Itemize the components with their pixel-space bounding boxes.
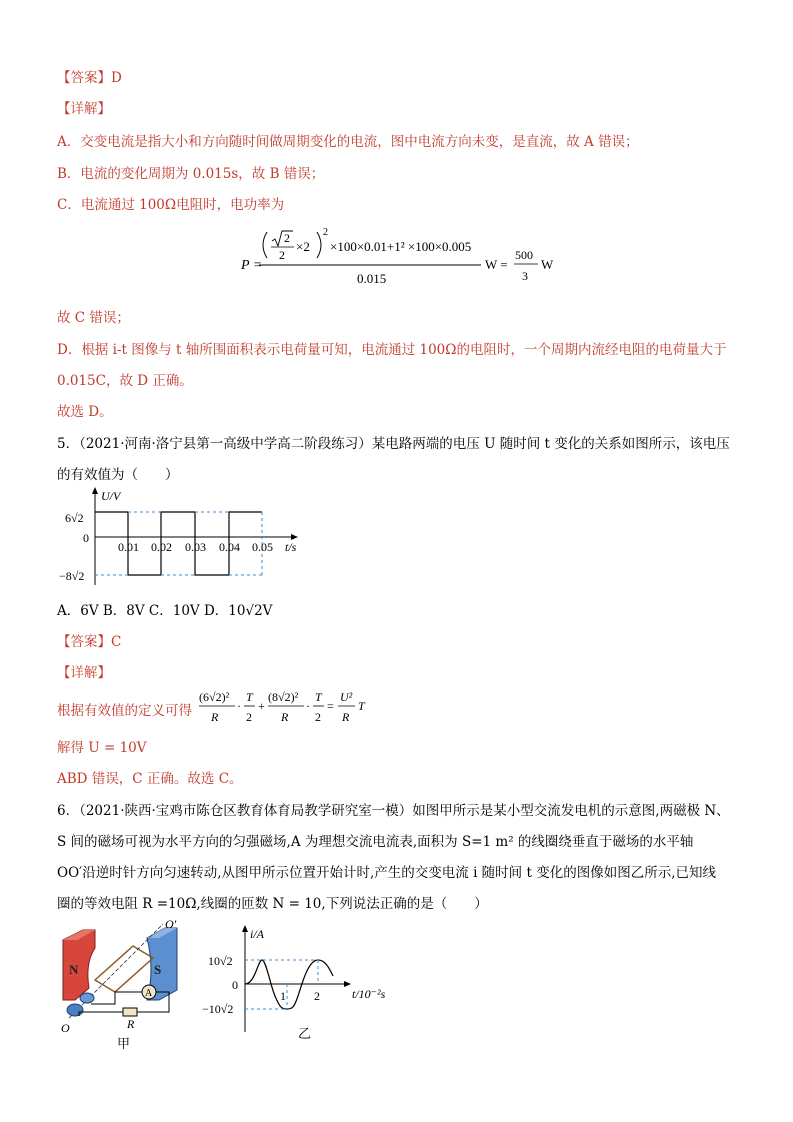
sqrt2-digit: 2 <box>284 231 290 245</box>
origin-label-i: 0 <box>232 978 238 992</box>
svg-text:=: = <box>327 699 334 713</box>
answer-value: D <box>111 70 122 86</box>
q6-stem-line2: S 间的磁场可视为水平方向的匀强磁场,A 为理想交流电流表,面积为 S=1 m² 的线圈绕垂直于磁场的水平轴 <box>57 834 694 850</box>
q5-explain-label: 【详解】 <box>57 665 111 681</box>
answer-label: 【答案】 <box>57 70 111 86</box>
svg-text:R: R <box>211 710 219 724</box>
q5-stem-line2: 的有效值为（ ） <box>57 467 179 483</box>
square-exp: 2 <box>323 227 328 238</box>
svg-text:T: T <box>246 690 253 704</box>
x-axis-label: t/s <box>285 540 297 554</box>
y-neg-label: −8√2 <box>59 569 85 583</box>
tick-1: 1 <box>280 989 286 1003</box>
over2-digit: 2 <box>279 248 285 262</box>
power-formula <box>235 225 565 295</box>
x-axis-label-t: t/10⁻²s <box>352 987 386 1001</box>
label-o: O <box>61 1021 70 1035</box>
explain-label: 【详解】 <box>57 101 111 117</box>
formula-p: P = <box>241 258 263 273</box>
answer-line <box>57 66 122 86</box>
label-o-prime: O′ <box>165 918 177 931</box>
ammeter-label: A <box>145 988 153 999</box>
caption-yi: 乙 <box>298 1026 312 1041</box>
svg-text:2: 2 <box>246 710 252 724</box>
q6-stem-line1: 6．（2021·陕西·宝鸡市陈仓区教育体育局教学研究室一模）如图甲所示是某小型交流发电机的示意图,两磁极 N、 <box>57 803 730 819</box>
option-c-conclusion: 故 C 错误； <box>57 310 130 326</box>
formula-den: 0.015 <box>357 271 387 286</box>
q6-stem-line4: 圈的等效电阻 R =10Ω,线圈的匝数 N = 10,下列说法正确的是（ ） <box>57 896 488 912</box>
option-b-explain: B．电流的变化周期为 0.015s，故 B 错误； <box>57 166 325 182</box>
y-axis-label: U/V <box>101 489 121 503</box>
answer-label: 【答案】 <box>57 634 111 650</box>
magnet-n-label: N <box>69 962 79 977</box>
tick-0.04: 0.04 <box>219 540 240 554</box>
option-d-line2: 0.015C，故 D 正确。 <box>57 373 193 389</box>
svg-text:+: + <box>258 699 265 713</box>
svg-text:U²: U² <box>340 690 353 704</box>
svg-text:·: · <box>237 699 241 713</box>
formula-rest: ×100×0.01+1² ×100×0.005 <box>330 239 472 254</box>
q5-options: A．6V B．8V C．10V D．10√2V <box>57 603 273 619</box>
svg-text:(8√2)²: (8√2)² <box>268 690 299 704</box>
origin-label: 0 <box>83 531 89 545</box>
tick-0.03: 0.03 <box>185 540 206 554</box>
option-c-intro: C．电流通过 100Ω电阻时，电功率为 <box>57 197 285 213</box>
formula-unit-w: W = <box>485 257 508 272</box>
option-a-explain: A．交变电流是指大小和方向随时间做周期变化的电流，图中电流方向未变，是直流，故 A 错误； <box>57 134 639 150</box>
formula-w: W <box>541 257 554 272</box>
option-d-line1: D．根据 i-t 图像与 t 轴所围面积表示电荷量可知，电流通过 100Ω的电阻时，一个周期内流经电阻的电荷量大于 <box>57 342 727 358</box>
resistor-label: R <box>127 1017 135 1031</box>
voltage-square-wave-graph <box>55 485 315 590</box>
answer-value: C <box>111 634 122 650</box>
q5-answer-line <box>57 630 121 650</box>
q6-stem-line3: OO′沿逆时针方向匀速转动,从图甲所示位置开始计时,产生的交变电流 i 随时间 t 变化的图像如图乙所示,已知线 <box>57 865 716 881</box>
svg-text:·: · <box>306 699 310 713</box>
magnet-s-label: S <box>154 962 162 977</box>
times2: ×2 <box>296 239 310 254</box>
y-pos-label: 6√2 <box>65 511 84 525</box>
svg-text:(6√2)²: (6√2)² <box>199 690 230 704</box>
svg-text:T: T <box>315 690 322 704</box>
q5-explain-intro: 根据有效值的定义可得 <box>57 703 192 719</box>
y-axis-label-i: i/A <box>250 927 264 941</box>
i-pos-label: 10√2 <box>208 954 233 968</box>
generator-diagram <box>55 918 195 1058</box>
q5-stem-line1: 5．（2021·河南·洛宁县第一高级中学高二阶段练习）某电路两端的电压 U 随时间 t 变化的关系如图所示，该电压 <box>57 436 730 452</box>
i-neg-label: −10√2 <box>202 1002 234 1016</box>
tick-2: 2 <box>314 989 320 1003</box>
num-500: 500 <box>515 248 533 262</box>
svg-text:2: 2 <box>315 710 321 724</box>
tick-0.05: 0.05 <box>252 540 273 554</box>
svg-text:R: R <box>281 710 289 724</box>
den-3: 3 <box>522 269 528 283</box>
q5-solve: 解得 U = 10V <box>57 740 147 756</box>
svg-text:T: T <box>358 699 365 713</box>
current-sine-graph <box>200 922 400 1042</box>
tick-0.01: 0.01 <box>118 540 139 554</box>
svg-text:R: R <box>342 710 350 724</box>
q5-equation <box>197 686 397 730</box>
final-choice: 故选 D。 <box>57 404 113 420</box>
tick-0.02: 0.02 <box>151 540 172 554</box>
caption-jia: 甲 <box>117 1036 131 1051</box>
q5-conclusion: ABD 错误，C 正确。故选 C。 <box>57 771 243 787</box>
